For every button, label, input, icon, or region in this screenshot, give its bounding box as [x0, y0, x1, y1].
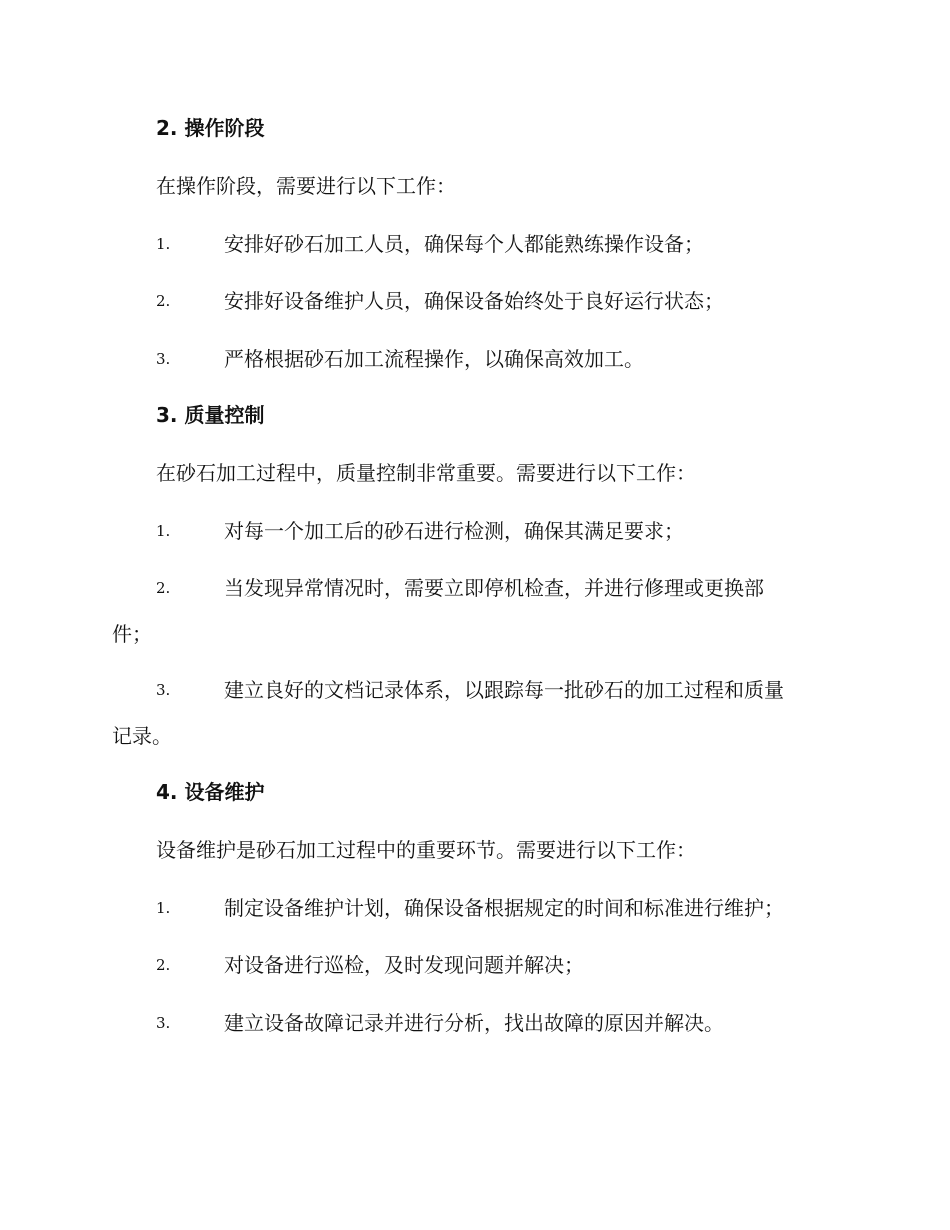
- list-text: 安排好砂石加工人员，确保每个人都能熟练操作设备；: [224, 232, 704, 256]
- list-item: [0, 287, 950, 315]
- list-item: [0, 1009, 950, 1037]
- list-number: 3.: [156, 681, 171, 699]
- list-number: 3.: [156, 350, 171, 368]
- list-text: 安排好设备维护人员，确保设备始终处于良好运行状态；: [224, 289, 724, 313]
- list-text: 对每一个加工后的砂石进行检测，确保其满足要求；: [224, 519, 684, 543]
- list-text: 当发现异常情况时，需要立即停机检查，并进行修理或更换部: [224, 576, 764, 600]
- section-4-heading: 4. 设备维护: [156, 780, 265, 804]
- section-3-heading: 3. 质量控制: [156, 403, 265, 427]
- section-2-heading: 2. 操作阶段: [156, 116, 265, 140]
- list-text: 制定设备维护计划，确保设备根据规定的时间和标准进行维护；: [224, 896, 784, 920]
- section-3-intro: 在砂石加工过程中，质量控制非常重要。需要进行以下工作：: [156, 461, 696, 485]
- list-number: 3.: [156, 1014, 171, 1032]
- list-number: 2.: [156, 956, 171, 974]
- list-number: 1.: [156, 235, 171, 253]
- list-text: 严格根据砂石加工流程操作，以确保高效加工。: [224, 347, 644, 371]
- section-4-intro: 设备维护是砂石加工过程中的重要环节。需要进行以下工作：: [156, 838, 696, 862]
- section-2-intro: 在操作阶段，需要进行以下工作：: [156, 174, 456, 198]
- list-number: 1.: [156, 899, 171, 917]
- list-item: [0, 676, 950, 704]
- list-text-continuation: 件；: [112, 622, 152, 646]
- list-number: 1.: [156, 522, 171, 540]
- list-text: 建立设备故障记录并进行分析，找出故障的原因并解决。: [224, 1011, 724, 1035]
- list-text-continuation: 记录。: [112, 724, 172, 748]
- list-item: [0, 951, 950, 979]
- list-number: 2.: [156, 579, 171, 597]
- list-text: 建立良好的文档记录体系，以跟踪每一批砂石的加工过程和质量: [224, 678, 784, 702]
- list-text: 对设备进行巡检，及时发现问题并解决；: [224, 953, 584, 977]
- list-item: [0, 345, 950, 373]
- list-item: [0, 574, 950, 602]
- list-number: 2.: [156, 292, 171, 310]
- list-item: [0, 894, 950, 922]
- list-item: [0, 230, 950, 258]
- list-item: [0, 517, 950, 545]
